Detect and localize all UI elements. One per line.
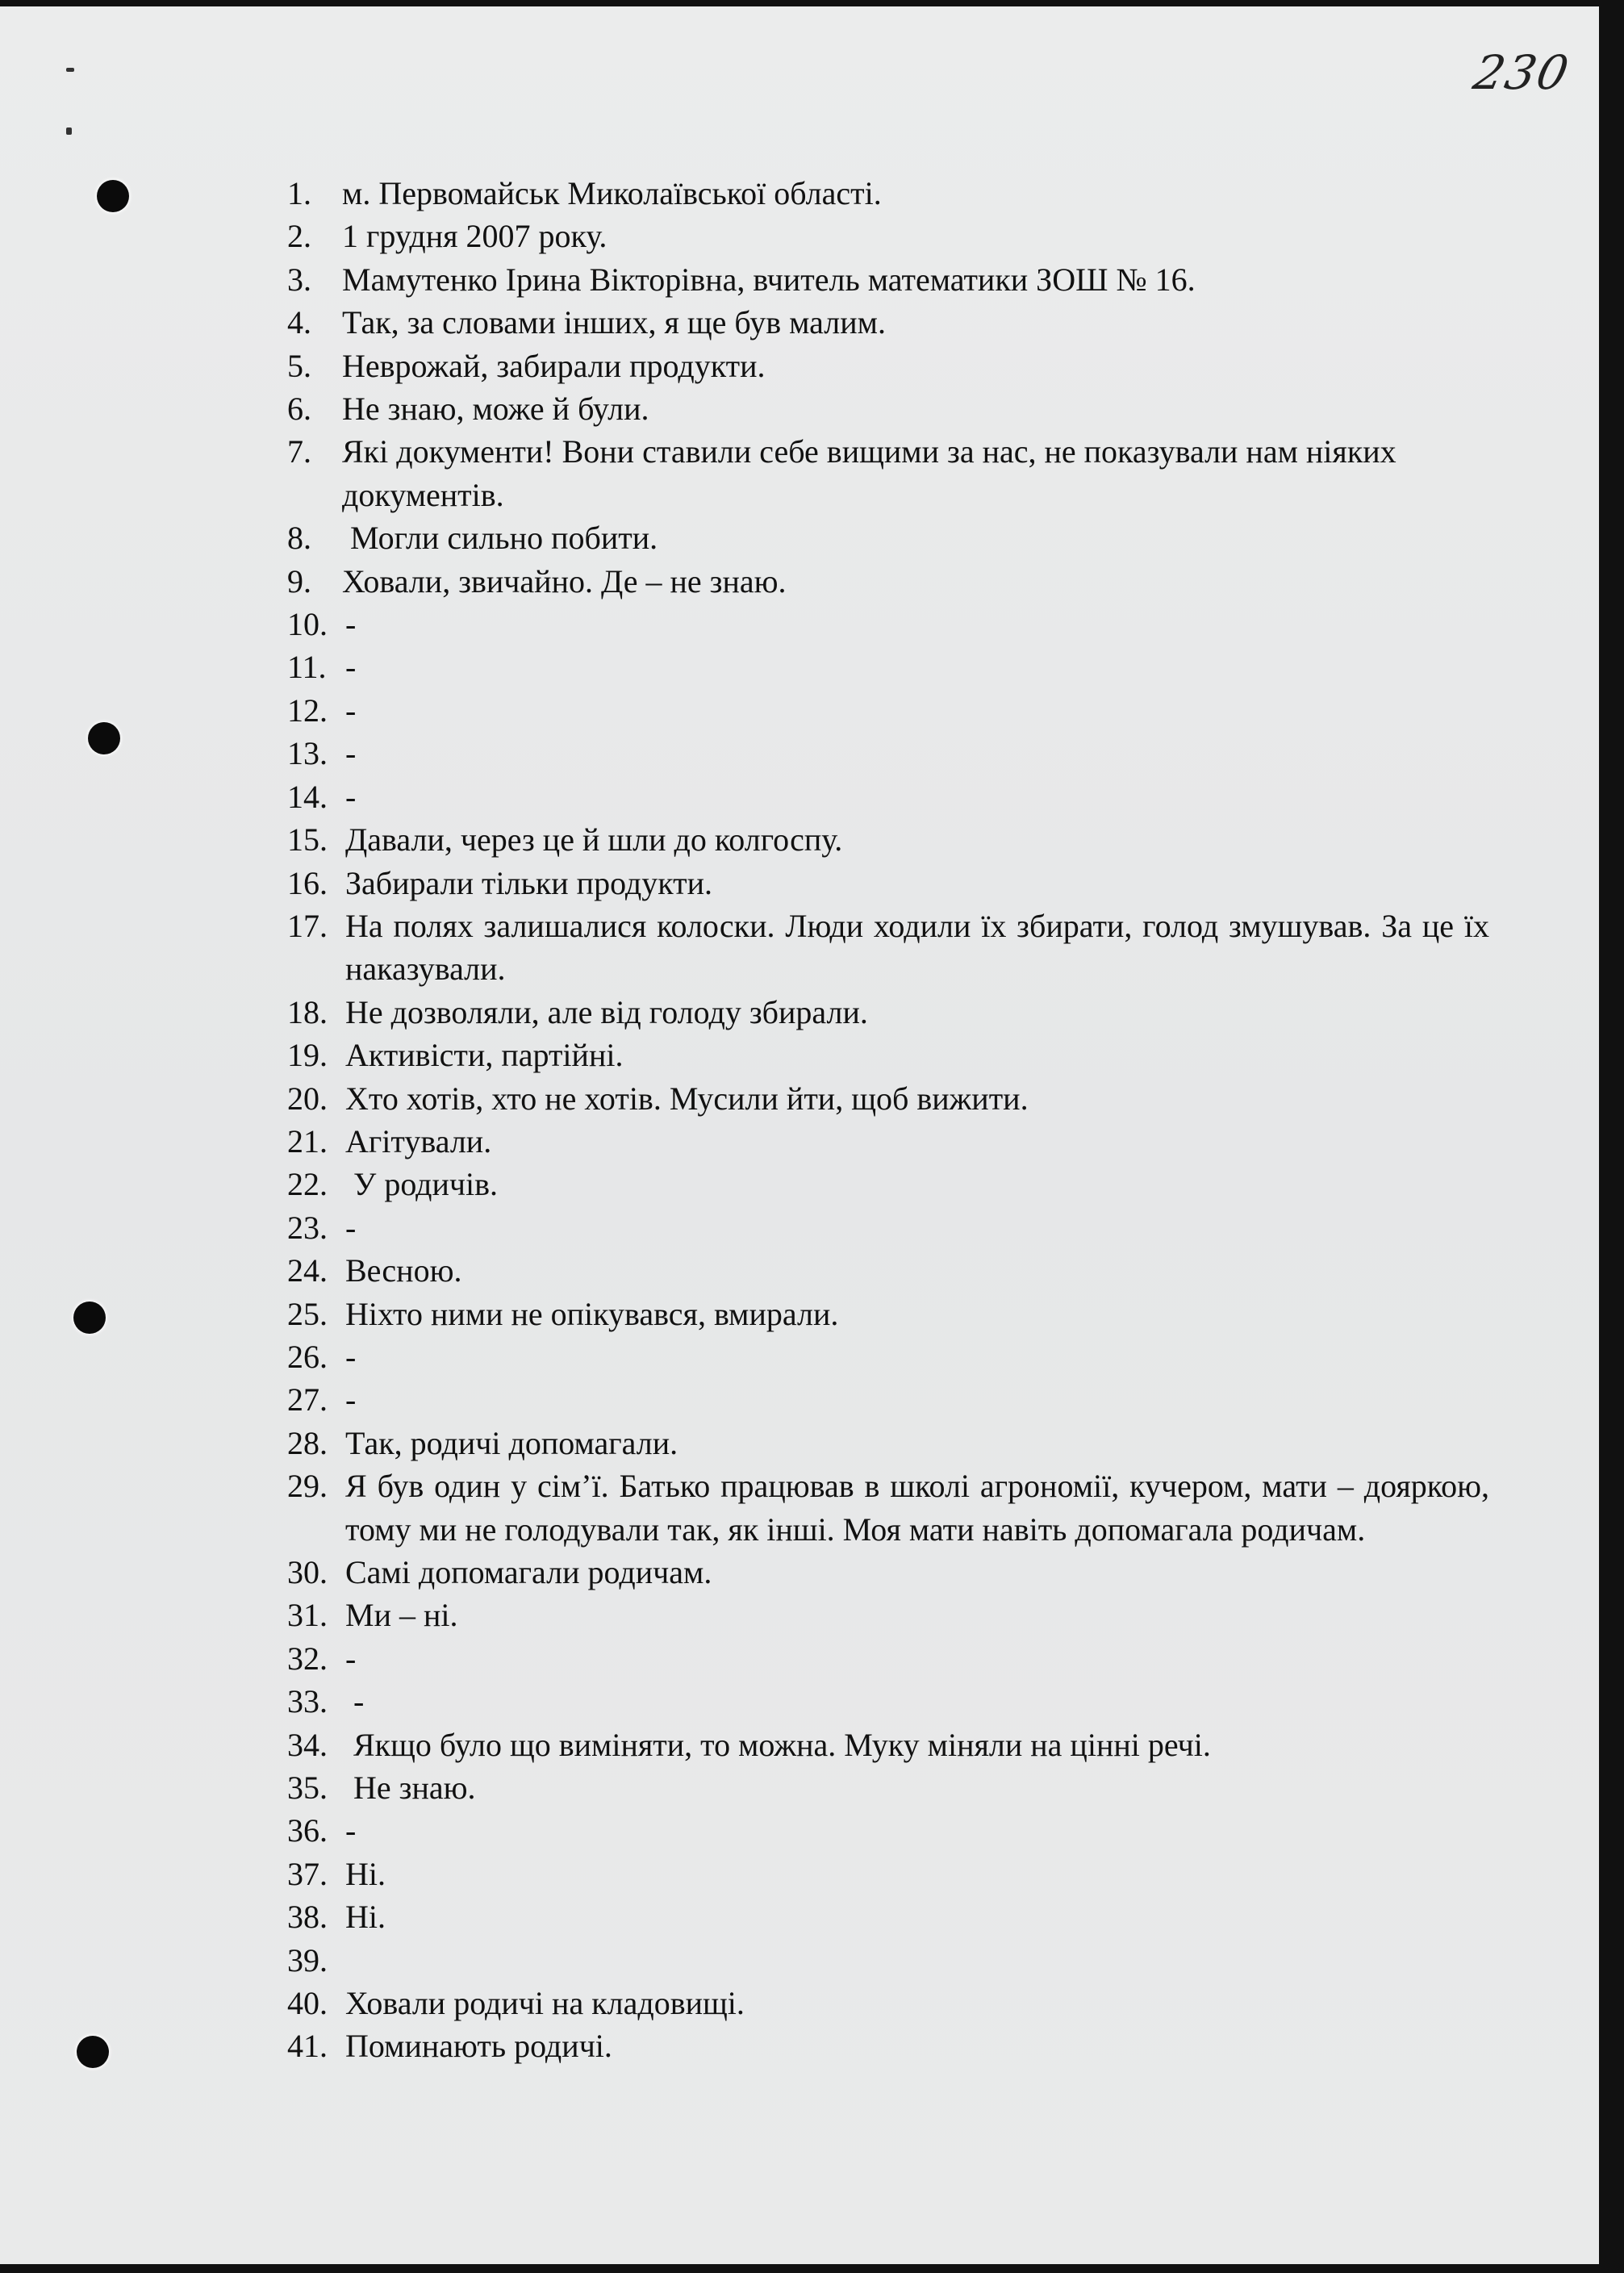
- item-text: Ніхто ними не опікувався, вмирали.: [345, 1295, 839, 1332]
- answer-item: [287, 775, 1489, 818]
- answer-item: [287, 1680, 1489, 1723]
- item-number: 16.: [287, 864, 328, 901]
- item-number: 3.: [287, 261, 311, 298]
- answer-item: [287, 689, 1489, 732]
- item-text: Весною.: [345, 1252, 462, 1289]
- item-number: 41.: [287, 2028, 328, 2065]
- item-text: -: [345, 606, 357, 643]
- item-number: 17.: [287, 907, 328, 944]
- scan-speck: [66, 127, 72, 135]
- item-number: 22.: [287, 1166, 328, 1203]
- item-number: 6.: [287, 391, 311, 428]
- item-text: Ховали, звичайно. Де – не знаю.: [342, 562, 787, 600]
- punch-hole: [97, 180, 129, 212]
- handwritten-page-number: 230: [1468, 45, 1575, 100]
- item-text: Які документи! Вони ставили себе вищими за нас, не показували нам ніяких документів.: [342, 433, 1405, 513]
- item-number: 33.: [287, 1683, 328, 1720]
- answer-item: [287, 215, 1489, 257]
- item-number: 39.: [287, 1941, 328, 1978]
- item-number: 28.: [287, 1424, 328, 1461]
- answer-item: [287, 387, 1489, 430]
- answer-item: [287, 603, 1489, 646]
- punch-hole: [88, 722, 120, 754]
- item-number: 11.: [287, 649, 327, 686]
- answer-item: [287, 1939, 1489, 1982]
- item-number: 1.: [287, 175, 311, 211]
- item-text: -: [345, 649, 357, 686]
- item-number: 36.: [287, 1812, 328, 1849]
- item-text: Неврожай, забирали продукти.: [342, 347, 766, 384]
- punch-hole: [77, 2036, 109, 2068]
- item-text: Агітували.: [345, 1122, 492, 1159]
- answer-item: [287, 430, 1489, 516]
- item-text: Якщо було що виміняти, то можна. Муку міняли на цінні речі.: [345, 1726, 1211, 1763]
- item-text: Поминають родичі.: [345, 2028, 612, 2065]
- answer-item: [287, 345, 1489, 387]
- item-number: 13.: [287, 735, 328, 772]
- item-number: 2.: [287, 218, 311, 255]
- item-text: Ховали родичі на кладовищі.: [345, 1985, 745, 2022]
- item-number: 8.: [287, 520, 311, 557]
- item-number: 12.: [287, 692, 328, 729]
- item-text: Ні.: [345, 1855, 386, 1892]
- item-number: 24.: [287, 1252, 328, 1289]
- answer-item: [287, 172, 1489, 215]
- item-number: 23.: [287, 1209, 328, 1246]
- item-text: Не знаю.: [345, 1770, 476, 1807]
- answer-item: [287, 1034, 1489, 1076]
- answer-item: [287, 1077, 1489, 1120]
- item-number: 20.: [287, 1080, 328, 1117]
- answer-item: [287, 646, 1489, 688]
- item-number: 27.: [287, 1381, 328, 1419]
- answer-item: [287, 1637, 1489, 1680]
- answer-item: [287, 1853, 1489, 1895]
- item-text: На полях залишалися колоски. Люди ходили їх збирати, голод змушував. За це їх наказували.: [345, 907, 1497, 988]
- answer-item: [287, 1766, 1489, 1809]
- answer-item: [287, 1335, 1489, 1378]
- item-number: 29.: [287, 1468, 328, 1505]
- item-number: 37.: [287, 1855, 328, 1892]
- answer-item: [287, 258, 1489, 301]
- item-text: Ні.: [345, 1899, 386, 1936]
- answer-item: [287, 1551, 1489, 1594]
- answer-list: [287, 172, 1497, 2068]
- answer-item: [287, 1982, 1489, 2024]
- item-number: 25.: [287, 1295, 328, 1332]
- answer-item: [287, 1809, 1489, 1852]
- item-text: Ми – ні.: [345, 1597, 458, 1634]
- answer-item: [287, 1724, 1489, 1766]
- item-text: Хто хотів, хто не хотів. Мусили йти, щоб вижити.: [345, 1080, 1029, 1117]
- scanned-page: [0, 6, 1599, 2264]
- answer-item: [287, 1206, 1489, 1249]
- item-text: -: [345, 1381, 357, 1419]
- answer-item: [287, 1594, 1489, 1636]
- item-number: 18.: [287, 993, 328, 1030]
- item-number: 19.: [287, 1037, 328, 1074]
- answer-item: [287, 301, 1489, 344]
- answer-item: [287, 1378, 1489, 1421]
- item-number: 5.: [287, 347, 311, 384]
- item-number: 15.: [287, 821, 328, 859]
- item-text: Мамутенко Ірина Вікторівна, вчитель математики ЗОШ № 16.: [342, 261, 1196, 298]
- item-text: Давали, через це й шли до колгоспу.: [345, 821, 843, 859]
- answer-item: [287, 1895, 1489, 1938]
- item-number: 40.: [287, 1985, 328, 2022]
- item-number: 9.: [287, 562, 311, 600]
- item-number: 30.: [287, 1554, 328, 1590]
- item-number: 4.: [287, 304, 311, 341]
- item-number: 38.: [287, 1899, 328, 1936]
- item-text: -: [345, 735, 357, 772]
- item-text: Так, за словами інших, я ще був малим.: [342, 304, 886, 341]
- item-text: Не дозволяли, але від голоду збирали.: [345, 993, 868, 1030]
- item-text: Забирали тільки продукти.: [345, 864, 713, 901]
- answer-item: [287, 1293, 1489, 1335]
- scan-speck: [66, 68, 74, 72]
- answer-item: [287, 862, 1489, 905]
- item-text: Активісти, партійні.: [345, 1037, 624, 1074]
- item-text: У родичів.: [345, 1166, 499, 1203]
- item-number: 14.: [287, 778, 328, 815]
- answer-item: [287, 905, 1497, 991]
- item-number: 34.: [287, 1726, 328, 1763]
- item-number: 7.: [287, 433, 311, 470]
- item-text: -: [345, 778, 357, 815]
- answer-item: [287, 560, 1489, 603]
- item-text: -: [345, 1640, 357, 1677]
- item-text: -: [345, 1683, 365, 1720]
- item-text: м. Первомайськ Миколаївської області.: [342, 175, 882, 211]
- item-number: 10.: [287, 606, 328, 643]
- answer-item: [287, 818, 1489, 861]
- answer-item: [287, 991, 1489, 1034]
- item-text: Не знаю, може й були.: [342, 391, 649, 428]
- item-text: Так, родичі допомагали.: [345, 1424, 678, 1461]
- punch-hole: [73, 1302, 106, 1334]
- item-number: 31.: [287, 1597, 328, 1634]
- item-text: -: [345, 692, 357, 729]
- item-text: Самі допомагали родичам.: [345, 1554, 712, 1590]
- answer-item: [287, 1422, 1489, 1464]
- answer-item: [287, 732, 1489, 775]
- answer-item: [287, 1120, 1489, 1163]
- item-text: 1 грудня 2007 року.: [342, 218, 607, 255]
- item-number: 26.: [287, 1338, 328, 1375]
- item-text: Могли сильно побити.: [342, 520, 658, 557]
- item-number: 32.: [287, 1640, 328, 1677]
- item-number: 35.: [287, 1770, 328, 1807]
- item-number: 21.: [287, 1122, 328, 1159]
- answer-item: [287, 2024, 1489, 2067]
- item-text: -: [345, 1338, 357, 1375]
- answer-item: [287, 1163, 1489, 1205]
- answer-item: [287, 516, 1489, 559]
- item-text: Я був один у сім’ї. Батько працював в школі агрономії, кучером, мати – дояркою, тому ми не голодували так, як інші. Моя мати навіть допомагала родичам.: [345, 1468, 1497, 1548]
- answer-item: [287, 1464, 1497, 1551]
- item-text: -: [345, 1209, 357, 1246]
- answer-item: [287, 1249, 1489, 1292]
- item-text: -: [345, 1812, 357, 1849]
